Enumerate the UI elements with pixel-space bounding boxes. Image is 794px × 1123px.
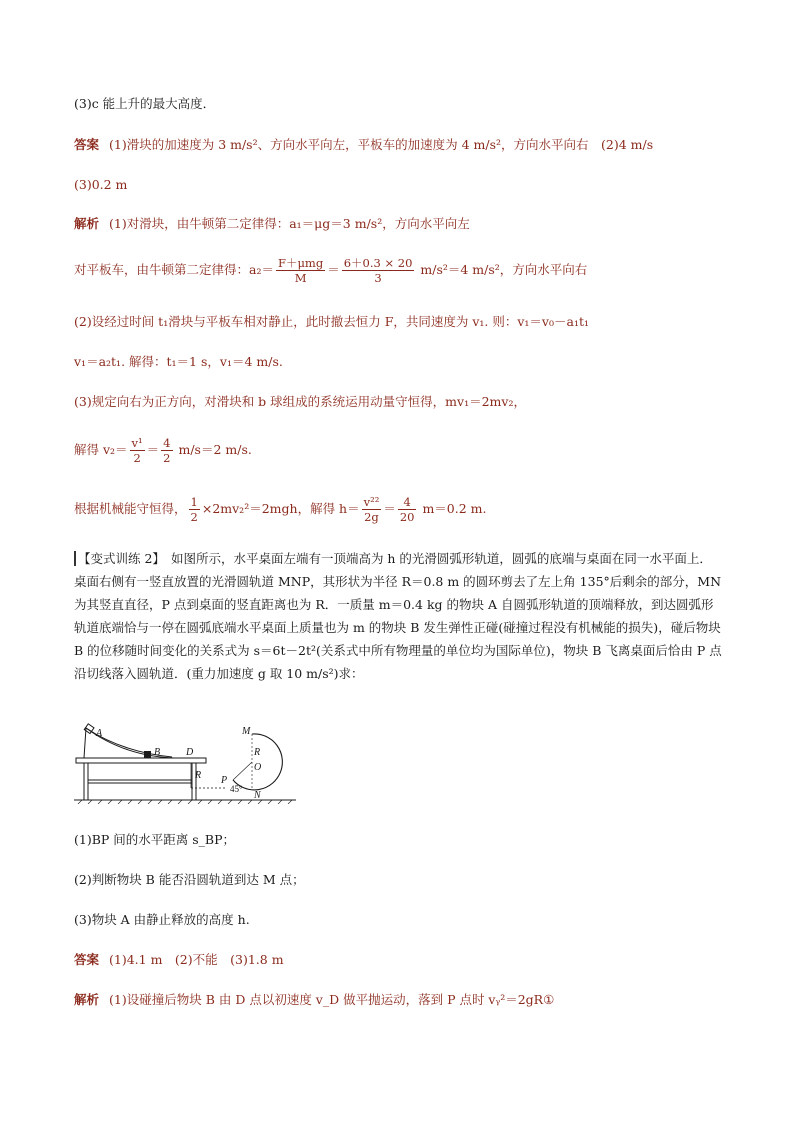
question-2-1: (1)BP 间的水平距离 s_BP； xyxy=(74,832,236,847)
analysis-1-line-1: 解析 (1)对滑块，由牛顿第二定律得：a₁＝μg＝3 m/s²，方向水平向左 xyxy=(74,216,470,231)
label-n: N xyxy=(254,790,261,801)
analysis-2: 解析 (1)设碰撞后物块 B 由 D 点以初速度 v_D 做平抛运动，落到 P 点时 vᵧ²＝2gR① xyxy=(74,992,555,1007)
fraction: $\frac{\text{v²²}}{2g}$ xyxy=(363,495,380,524)
analysis-label: 解析 xyxy=(74,992,100,1007)
question-2-3: (3)物块 A 由静止释放的高度 h. xyxy=(74,912,250,927)
analysis-1-line-3: (2)设经过时间 t₁滑块与平板车相对静止，此时撤去恒力 F，共同速度为 v₁. 则：v₁＝v₀－a₁t₁ xyxy=(74,314,589,329)
answer-2: 答案 (1)4.1 m (2)不能 (3)1.8 m xyxy=(74,952,284,967)
fraction: $\frac{4}{2}$ xyxy=(163,436,171,465)
question-3: (3)c 能上升的最大高度． xyxy=(74,96,216,111)
label-r-circle: R xyxy=(254,747,261,758)
answer-label: 答案 xyxy=(74,137,100,152)
label-d: D xyxy=(186,747,194,758)
fraction: $\frac{1}{2}$ xyxy=(190,495,198,524)
fraction: $\frac{\text{v¹}}{2}$ xyxy=(131,436,143,465)
fraction: $\frac{\text{F＋μmg}}{M}$ xyxy=(277,256,324,285)
analysis-1-line-5: (3)规定向右为正方向，对滑块和 b 球组成的系统运用动量守恒得，mv₁＝2mv₂， xyxy=(74,394,526,409)
physics-figure xyxy=(74,722,300,804)
label-angle: 45° xyxy=(230,784,243,794)
analysis-1-line-7: 根据机械能守恒得， $\frac{1}{2}$ ×2mv₂²＝2mgh，解得 h＝ $\frac{\text{v²²}}{2g}$ ＝ $\frac{4}{20}$ m＝0.2 m. xyxy=(74,495,487,524)
analysis-1-line-6: 解得 v₂＝ $\frac{\text{v¹}}{2}$ ＝ $\frac{4}{2}$ m/s＝2 m/s. xyxy=(74,436,252,465)
problem-2: 【变式训练 2】 如图所示，水平桌面左端有一顶端高为 h 的光滑圆弧形轨道，圆弧的底端与桌面在同一水平面上．桌面右侧有一竖直放置的光滑圆轨道 MNP，其形状为半径 R＝0.8 m 的圆环剪去了左上角 135°后剩余的部分，MN 为其竖直直径，P 点到桌面的竖直距离也为 R．一质量 m＝0.4 kg 的物块 A 自圆弧形轨道的顶端释放，到达圆弧形轨道底端恰与一停在圆弧底端水平桌面上质量也为 m 的物块 B 发生弹性正碰(碰撞过程没有机械能的损失)，碰后物块 B 的位移随时间变化的关系式为 s＝6t－2t²(关系式中所有物理量的单位均为国际单位)，物块 B 飞离桌面后恰由 P 点沿切线落入圆轨道．(重力加速度 g 取 10 m/s²)求： xyxy=(74,551,722,681)
analysis-1-line-4: v₁＝a₂t₁. 解得：t₁＝1 s，v₁＝4 m/s. xyxy=(74,354,283,369)
problem-tag: 【变式训练 2】 xyxy=(74,551,165,566)
answer-1-line-1: 答案 (1)滑块的加速度为 3 m/s²、方向水平向左，平板车的加速度为 4 m/s²，方向水平向右 (2)4 m/s xyxy=(74,137,654,152)
answer-1-line-2: (3)0.2 m xyxy=(74,177,128,192)
fraction: $\frac{4}{20}$ xyxy=(399,495,415,524)
label-p: P xyxy=(221,775,228,786)
block-b xyxy=(144,751,151,758)
label-b: B xyxy=(154,747,161,758)
analysis-1-line-2: 对平板车，由牛顿第二定律得：a₂＝ $\frac{\text{F＋μmg}}{M}$ ＝ $\frac{6+0.3 \times 20}{3}$ m/s²＝4 m/s²，方向水平向右 xyxy=(74,256,588,285)
question-2-2: (2)判断物块 B 能否沿圆轨道到达 M 点； xyxy=(74,872,305,887)
answer-label: 答案 xyxy=(74,952,100,967)
table-top xyxy=(76,758,206,763)
label-a: A xyxy=(96,728,103,739)
analysis-label: 解析 xyxy=(74,216,100,231)
label-o: O xyxy=(254,762,262,773)
label-r-table: R xyxy=(195,770,202,781)
label-m: M xyxy=(242,726,251,737)
fraction: $\frac{6+0.3 \times 20}{3}$ xyxy=(343,256,413,285)
